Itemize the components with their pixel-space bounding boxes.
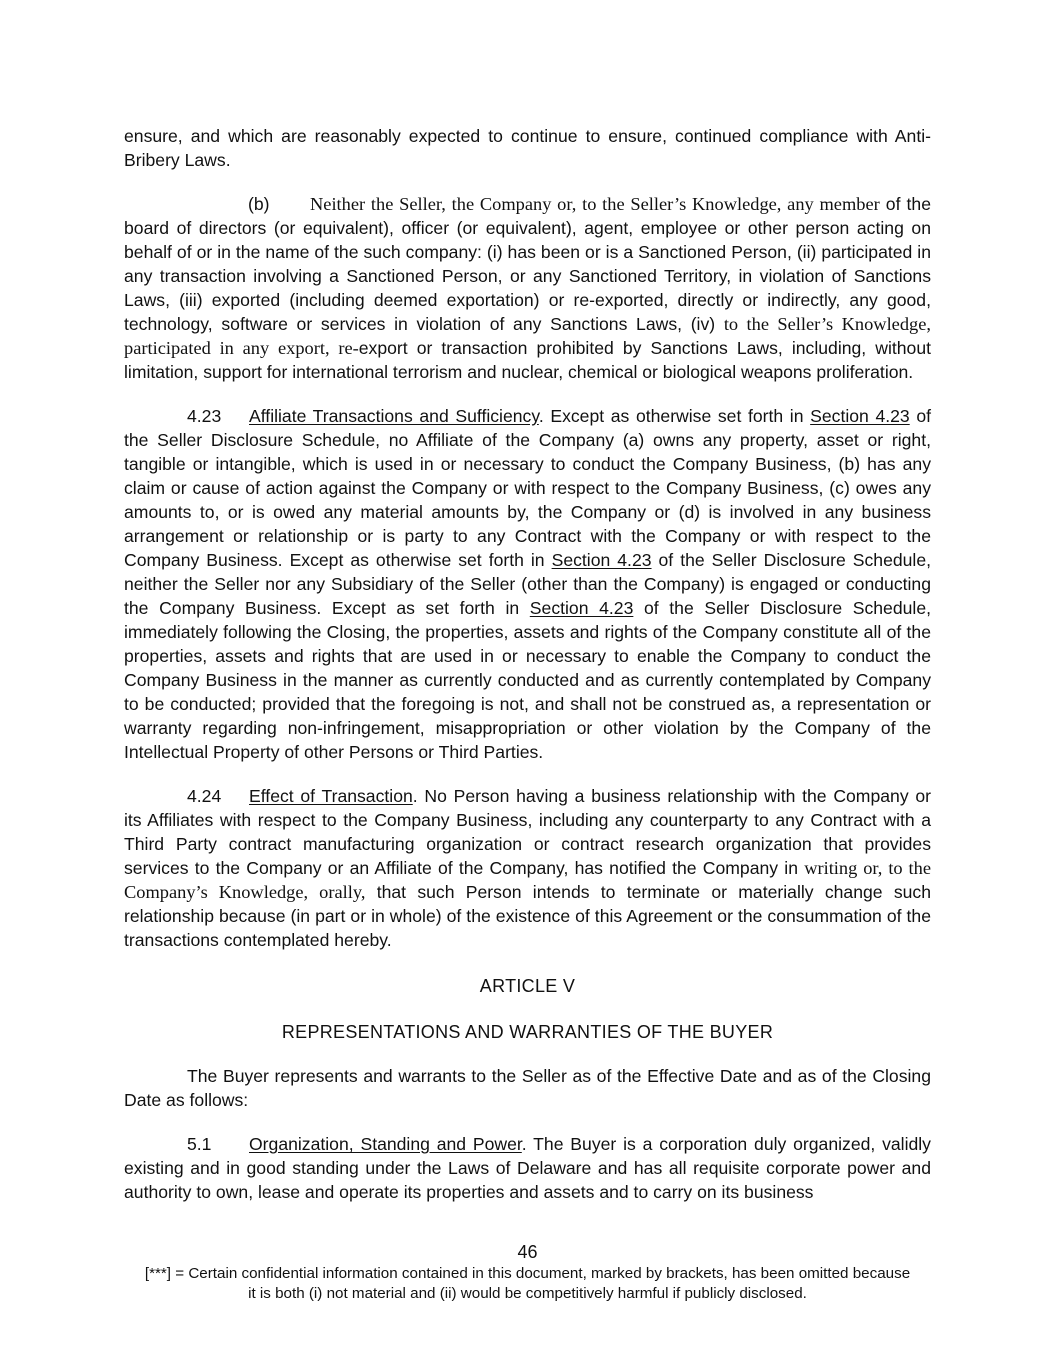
subsection-marker: (b) <box>248 194 270 214</box>
section-number: 4.23 <box>187 406 222 426</box>
paragraph-text: of the board of directors (or equivalent), officer (or equivalent), agent, employee or other person acting on behalf of or in the name of the such company: (i) has been or is a Sanctioned Person, (ii) participated in any transaction involving a Sanctioned Person, or any Sanctioned Territory, in violation of Sanctions Laws, (iii) exported (including deemed exportation) or re-exported, directly or indirectly, any good, technology, software or services in violation of any Sanctions Laws, (iv) <box>124 194 931 334</box>
section-reference: Section 4.23 <box>810 406 910 426</box>
section-number: 5.1 <box>187 1134 212 1154</box>
paragraph-text: . No Person having a business relationship with the Company or its Affiliates with respect to the Company Business, including any counterparty to any Contract with a Third Party contract manufacturing organization or contract research organization that provides services to the Company or an Affiliate of the Company, has notified the Company in <box>124 786 931 878</box>
paragraph-text: . Except as otherwise set forth in <box>538 406 811 426</box>
paragraph-sub-b <box>124 192 931 384</box>
footnote-line: [***] = Certain confidential information contained in this document, marked by brackets, has been omitted because <box>144 1265 911 1282</box>
page-number: 46 <box>517 1242 538 1262</box>
section-5-1 <box>124 1132 931 1204</box>
paragraph-continuation: ensure, and which are reasonably expected to continue to ensure, continued compliance with Anti-Bribery Laws. <box>124 126 931 170</box>
section-title: Organization, Standing and Power <box>249 1134 522 1154</box>
serif-text: to the Seller’s Knowledge, participated in any export, re- <box>124 314 931 358</box>
paragraph-text: that such Person intends to terminate or materially change such relationship because (in part or in whole) of the existence of this Agreement or the consummation of the transactions contemplated hereby. <box>124 882 931 950</box>
confidentiality-footnote <box>0 1264 1055 1304</box>
article-subheading: REPRESENTATIONS AND WARRANTIES OF THE BUYER <box>281 1022 774 1042</box>
serif-text: Neither the Seller, the Company or, to the Seller’s Knowledge, any member <box>310 194 880 214</box>
article-heading: ARTICLE V <box>479 976 576 996</box>
footnote-line: it is both (i) not material and (ii) would be competitively harmful if publicly disclosed. <box>248 1285 807 1302</box>
section-4-24 <box>124 784 931 952</box>
section-reference: Section 4.23 <box>551 550 652 570</box>
section-reference: Section 4.23 <box>529 598 634 618</box>
paragraph-text: export or transaction prohibited by Sanctions Laws, including, without limitation, support for international terrorism and nuclear, chemical or biological weapons proliferation. <box>124 338 931 382</box>
paragraph-text: of the Seller Disclosure Schedule, neither the Seller nor any Subsidiary of the Seller (other than the Company) is engaged or conducting the Company Business. Except as set forth in <box>124 550 932 618</box>
article-intro: The Buyer represents and warrants to the Seller as of the Effective Date and as of the Closing Date as follows: <box>124 1066 931 1110</box>
section-title: Effect of Transaction <box>249 786 413 806</box>
serif-text: writing or, to the Company’s Knowledge, orally, <box>124 858 932 902</box>
paragraph-text: of the Seller Disclosure Schedule, immediately following the Closing, the properties, assets and rights of the Company constitute all of the properties, assets and rights that are used in or necessary to enable the Company to conduct the Company Business in the manner as currently conducted and as currently contemplated by Company to be conducted; provided that the foregoing is not, and shall not be construed as, a representation or warranty regarding non-infringement, misappropriation or other violation by the Company of the Intellectual Property of other Persons or Third Parties. <box>124 598 931 762</box>
document-page <box>124 124 931 1204</box>
section-4-23 <box>124 404 931 764</box>
section-title: Affiliate Transactions and Sufficiency <box>249 406 539 426</box>
section-number: 4.24 <box>187 786 222 806</box>
paragraph-text: . The Buyer is a corporation duly organized, validly existing and in good standing under the Laws of Delaware and has all requisite corporate power and authority to own, lease and operate its properties and assets and to carry on its business <box>124 1134 931 1202</box>
paragraph-text: of the Seller Disclosure Schedule, no Affiliate of the Company (a) owns any property, asset or right, tangible or intangible, which is used in or necessary to conduct the Company Business, (b) has any claim or cause of action against the Company or with respect to the Company Business, (c) owes any amounts to, or is owed any material amounts by, the Company or (d) is involved in any business arrangement or relationship or is party to any Contract with the Company or with respect to the Company Business. Except as otherwise set forth in <box>124 406 932 570</box>
